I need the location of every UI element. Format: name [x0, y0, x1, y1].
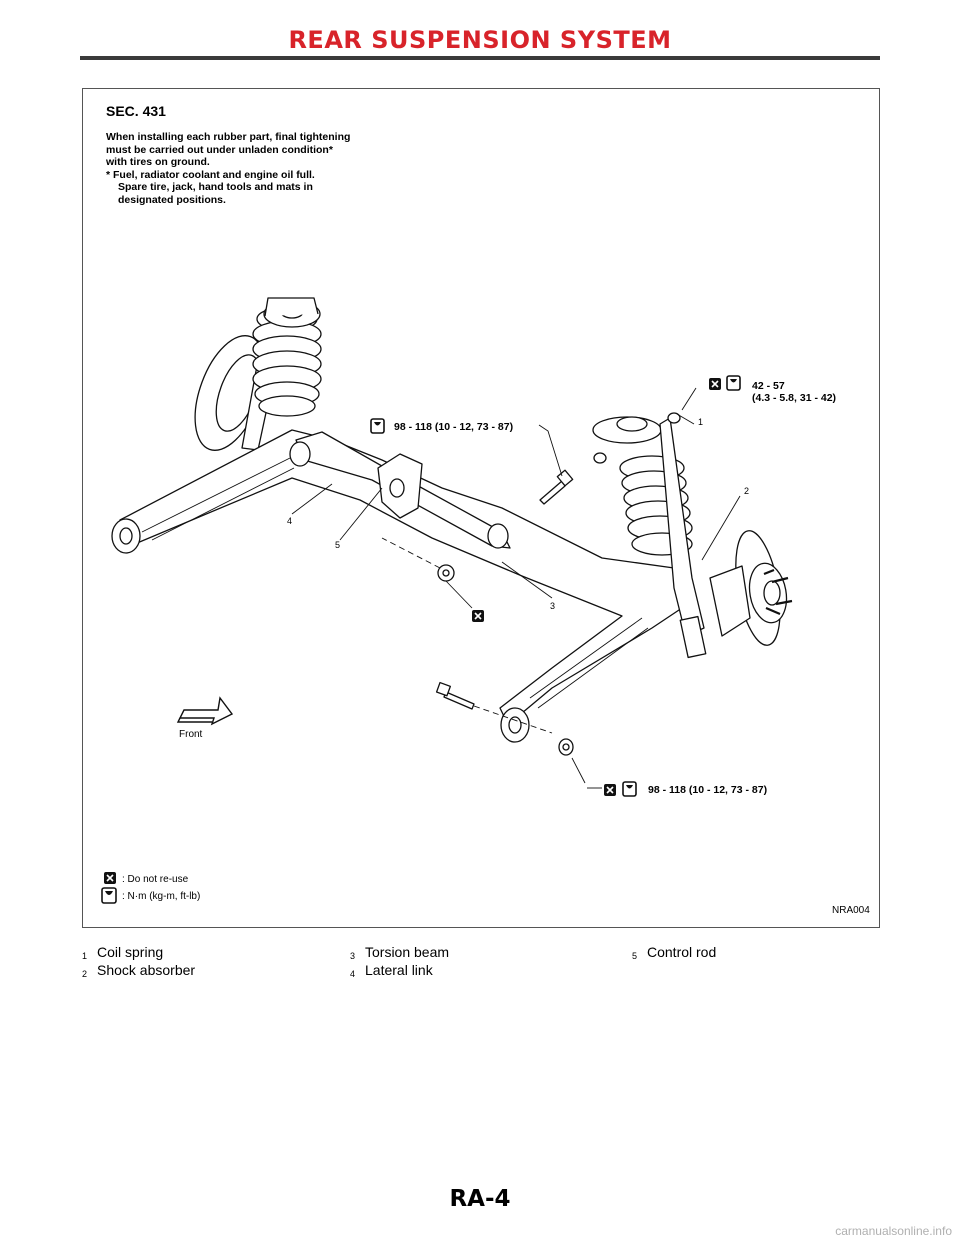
- note-line: must be carried out under unladen condition*: [106, 143, 333, 156]
- watermark: carmanualsonline.info: [835, 1224, 952, 1238]
- torque-upper-mount-units: (4.3 - 5.8, 31 - 42): [752, 392, 837, 404]
- torque-upper-mount-value: 42 - 57: [752, 380, 785, 392]
- parts-list-item: [350, 944, 449, 960]
- rear-suspension-diagram: [82, 88, 878, 926]
- nut-left: [438, 565, 454, 581]
- installation-note: [106, 131, 396, 207]
- parts-list-item: [82, 944, 163, 960]
- parts-list-item: [82, 962, 195, 978]
- torque-wrench-icon: [102, 888, 116, 903]
- legend-do-not-reuse: : Do not re-use: [122, 874, 189, 885]
- torque-wrench-icon: [371, 419, 384, 433]
- front-arrow-icon: [178, 698, 232, 724]
- do-not-reuse-icon: [104, 872, 116, 884]
- note-line: When installing each rubber part, final tightening: [106, 131, 351, 143]
- callout-3: 3: [550, 601, 556, 611]
- lateral-link-bolt: [437, 683, 474, 709]
- part-name: Torsion beam: [365, 944, 450, 960]
- part-number: 1: [82, 951, 88, 961]
- part-number: 4: [350, 969, 356, 979]
- torque-lateral-link: 98 - 118 (10 - 12, 73 - 87): [648, 784, 768, 796]
- torque-wrench-icon: [727, 376, 740, 390]
- callout-2: 2: [744, 486, 750, 496]
- parts-list-item: [632, 944, 716, 960]
- control-rod-bolt: [540, 470, 573, 504]
- part-name: Shock absorber: [97, 962, 196, 978]
- torque-control-rod: 98 - 118 (10 - 12, 73 - 87): [394, 421, 514, 433]
- callout-5: 5: [335, 540, 341, 550]
- note-line: * Fuel, radiator coolant and engine oil full.: [106, 168, 315, 181]
- torque-upper-mount: [752, 380, 836, 404]
- note-line: with tires on ground.: [106, 156, 210, 169]
- figure-id: NRA004: [832, 905, 870, 916]
- right-hub-disc: [710, 527, 792, 648]
- section-label: SEC. 431: [106, 103, 166, 119]
- note-line: Spare tire, jack, hand tools and mats in: [118, 181, 313, 194]
- title-rule: [80, 56, 880, 60]
- page-number: RA-4: [449, 1186, 511, 1212]
- part-name: Coil spring: [97, 944, 164, 960]
- front-label: Front: [179, 729, 203, 740]
- parts-list-item: [350, 962, 433, 978]
- note-line: designated positions.: [118, 193, 226, 206]
- callout-4: 4: [287, 516, 293, 526]
- torque-wrench-icon: [623, 782, 636, 796]
- callout-1: 1: [698, 417, 704, 427]
- part-name: Lateral link: [365, 962, 433, 978]
- part-name: Control rod: [647, 944, 717, 960]
- part-number: 3: [350, 951, 356, 961]
- part-number: 5: [632, 951, 638, 961]
- part-number: 2: [82, 969, 88, 979]
- legend-torque-units: : N·m (kg-m, ft-lb): [122, 891, 201, 902]
- nut-lower: [559, 739, 573, 755]
- do-not-reuse-icon: [472, 610, 484, 622]
- do-not-reuse-icon: [709, 378, 721, 390]
- do-not-reuse-icon: [604, 784, 616, 796]
- page-title: REAR SUSPENSION SYSTEM: [288, 26, 672, 54]
